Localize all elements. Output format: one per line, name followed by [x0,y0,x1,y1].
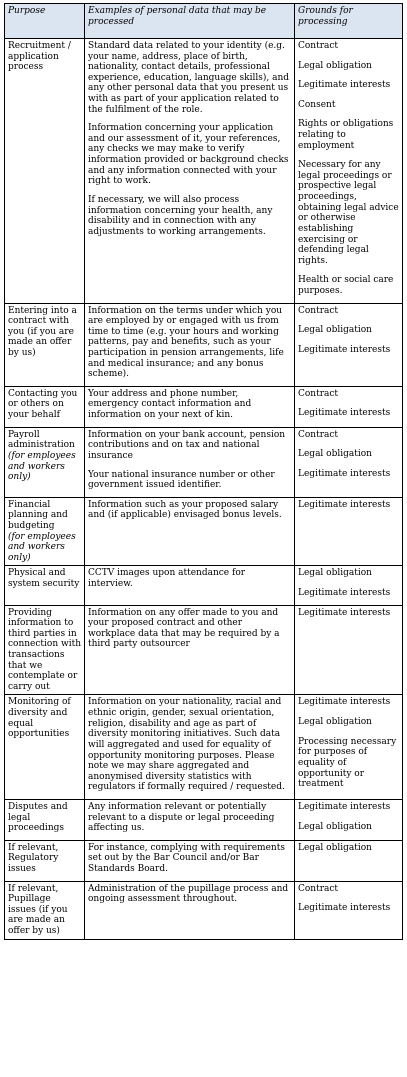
example-paragraph: Information concerning your application and our assessment of it, your references, any checks we may make to verify information provided or background checks and any information connected with your right to work. [88,123,289,187]
ground-item: Legal obligation [298,842,372,853]
examples-cell [85,881,295,939]
purpose-text: If relevant, Pupillage issues (if you are made an offer by us) [8,883,68,937]
purpose-cell [5,799,85,840]
ground-item: Legal obligation [298,568,372,579]
example-paragraph: Information on the terms under which you are employed by or engaged with us from time to time (e.g. your hours and working patterns, pay and benefits, such as your participation in pension arrangements, life and medical insurance; and any bonus scheme). [88,305,284,380]
purpose-text: Providing information to third parties in connection with transactions that we contemplate or carry out [8,607,81,692]
ground-item: Legitimate interests [298,903,391,914]
example-paragraph: Your address and phone number, emergency contact information and information on your next of kin. [88,388,252,421]
purpose-text: Contacting you or others on your behalf [8,388,78,421]
purpose-text: If relevant, Regulatory issues [8,842,59,874]
purpose-text: Financial planning and budgeting [8,499,68,531]
ground-item: Rights or obligations relating to employment [298,119,394,151]
examples-cell [85,605,295,695]
purpose-cell [5,39,85,304]
grounds-cell [295,695,403,799]
examples-cell [85,566,295,605]
example-paragraph: Your national insurance number or other government issued identifier. [88,469,275,491]
ground-item: Legal obligation [298,325,372,336]
example-paragraph: If necessary, we will also process information concerning your health, any disability and in connection with any adjustments to working arrangements. [88,194,273,237]
examples-cell [85,799,295,840]
ground-item: Legitimate interests [298,587,391,598]
purpose-text: Payroll administration [8,429,75,451]
grounds-cell [295,39,403,304]
purpose-text: Disputes and legal proceedings [8,801,68,834]
purpose-cell [5,566,85,605]
ground-item: Contract [298,883,339,894]
data-processing-table [4,3,403,940]
example-paragraph: Information on your bank account, pension contributions and on tax and national insurance [88,429,286,461]
ground-item: Legal obligation [298,449,372,460]
ground-item: Consent [298,99,336,110]
examples-cell [85,840,295,881]
examples-cell [85,386,295,427]
grounds-cell [295,497,403,566]
ground-item: Contract [298,41,339,51]
example-paragraph: For instance, complying with requirements set out by the Bar Council and/or Bar Standards Board. [88,842,285,874]
grounds-cell [295,566,403,605]
example-paragraph: Information on your nationality, racial and ethnic origin, gender, sexual orientation, religion, disability and age as part of diversity monitoring initiatives. Such data will aggregated and used for equality of opportunity monitoring purposes. Please note we may share aggregated and anonymised diversity statistics with regulators if formally required / requested. [88,697,285,793]
examples-cell [85,695,295,799]
purpose-text: Physical and system security [8,568,80,589]
ground-item: Processing necessary for purposes of equality of opportunity or treatment [298,736,397,790]
example-paragraph: Information on any offer made to you and your proposed contract and other workplace data that may be required by a third party outsourcer [88,607,280,650]
table-row [5,881,403,939]
ground-item: Legitimate interests [298,80,391,91]
table-row [5,566,403,605]
table-row [5,799,403,840]
table-header-row [5,4,403,39]
purpose-text: Monitoring of diversity and equal opportunities [8,697,71,740]
grounds-cell [295,386,403,427]
header-examples: Examples of personal data that may be processed [85,4,295,39]
purpose-cell [5,303,85,386]
ground-item: Legal obligation [298,821,372,832]
purpose-cell [5,427,85,497]
table-row [5,497,403,566]
purpose-text: Entering into a contract with you (if you are made an offer by us) [8,305,77,359]
grounds-cell [295,303,403,386]
ground-item: Legitimate interests [298,607,391,618]
purpose-note: (for employees and workers only) [8,450,76,483]
example-paragraph: Any information relevant or potentially relevant to a dispute or legal proceeding affecting us. [88,801,275,834]
ground-item: Legitimate interests [298,344,391,355]
ground-item: Legal obligation [298,717,372,728]
table-row [5,605,403,695]
purpose-cell [5,497,85,566]
header-purpose: Purpose [5,4,85,39]
purpose-note: (for employees and workers only) [8,531,76,563]
ground-item: Legitimate interests [298,408,391,419]
purpose-cell [5,695,85,799]
examples-cell [85,303,295,386]
example-paragraph: Administration of the pupillage process and ongoing assessment throughout. [88,883,289,905]
ground-item: Contract [298,305,339,316]
ground-item: Necessary for any legal proceedings or prospective legal proceedings, obtaining legal advice or otherwise establishing exercising or defending legal rights. [298,160,399,266]
table-row [5,39,403,304]
examples-cell [85,497,295,566]
example-paragraph: CCTV images upon attendance for interview. [88,568,246,589]
ground-item: Health or social care purposes. [298,275,394,296]
purpose-cell [5,605,85,695]
ground-item: Legal obligation [298,60,372,71]
table-row [5,840,403,881]
table-row [5,386,403,427]
ground-item: Legitimate interests [298,697,391,708]
header-grounds: Grounds for processing [295,4,403,39]
purpose-text: Recruitment / application process [8,41,71,73]
purpose-cell [5,840,85,881]
ground-item: Contract [298,429,339,440]
examples-cell [85,39,295,304]
grounds-cell [295,881,403,939]
grounds-cell [295,840,403,881]
example-paragraph: Information such as your proposed salary and (if applicable) envisaged bonus levels. [88,499,282,521]
table-row [5,427,403,497]
ground-item: Contract [298,388,339,399]
example-paragraph: Standard data related to your identity (e.g. your name, address, place of birth, nationality, contact details, professional experience, education, language skills), and any other personal data that you present us with as part of your application related to the fulfilment of the role. [88,41,289,115]
grounds-cell [295,605,403,695]
examples-cell [85,427,295,497]
ground-item: Legitimate interests [298,468,391,479]
purpose-cell [5,881,85,939]
table-row [5,303,403,386]
table-row [5,695,403,799]
purpose-cell [5,386,85,427]
ground-item: Legitimate interests [298,499,391,510]
ground-item: Legitimate interests [298,801,391,812]
grounds-cell [295,427,403,497]
grounds-cell [295,799,403,840]
